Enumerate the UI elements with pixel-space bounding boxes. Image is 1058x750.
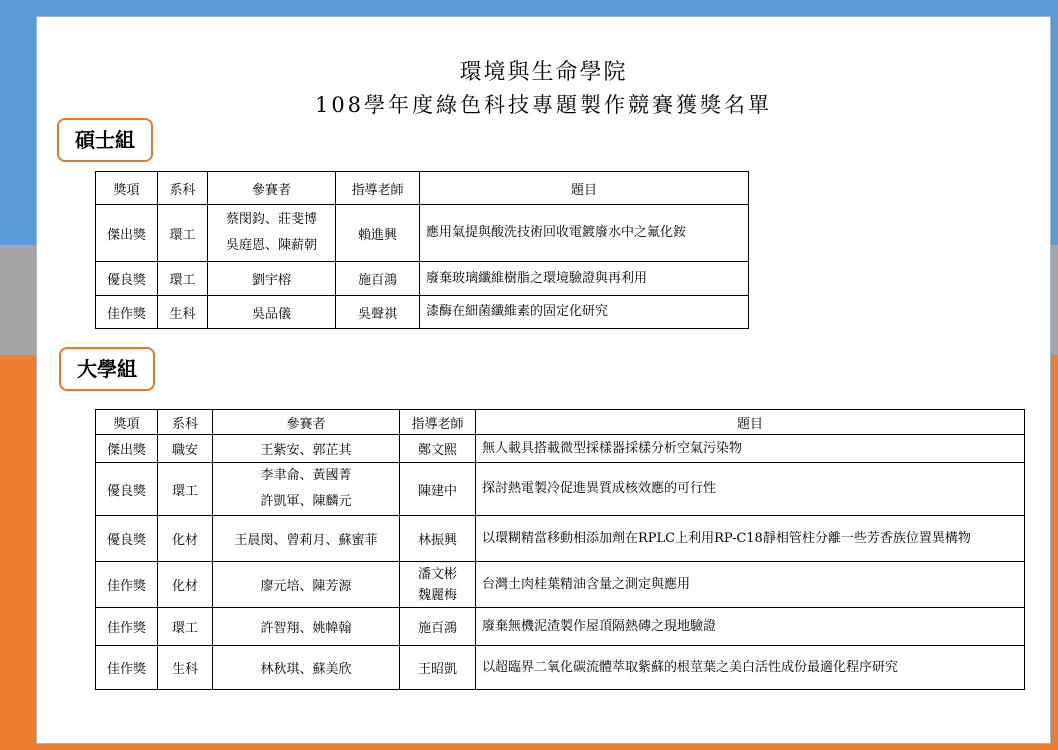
header-dept: 系科	[158, 172, 208, 205]
participants-cell: 劉宇榕	[208, 262, 336, 296]
table-row	[96, 646, 1025, 690]
competition-title: 108學年度綠色科技專題製作競賽獲獎名單	[314, 93, 773, 117]
university-awards-table	[95, 409, 1025, 690]
topic-cell: 探討熱電製冷促進異質成核效應的可行性	[476, 463, 1025, 516]
advisor-cell	[400, 562, 476, 608]
table-row	[96, 296, 749, 329]
topic-cell: 以環糊精當移動相添加劑在RPLC上利用RP-C18靜相管柱分離一些芳香族位置異構物	[476, 516, 1025, 562]
master-awards-table	[95, 171, 749, 329]
dept-cell: 化材	[158, 562, 213, 608]
master-group-label: 碩士組	[57, 118, 153, 162]
award-cell: 優良獎	[96, 262, 158, 296]
advisor-cell: 施百鴻	[400, 608, 476, 646]
participant-line: 李聿侖、黃國菁	[260, 468, 352, 483]
advisor-cell: 王昭凱	[400, 646, 476, 690]
header-award: 獎項	[96, 172, 158, 205]
table-header-row	[96, 410, 1025, 435]
dept-cell: 環工	[158, 262, 208, 296]
award-cell: 傑出獎	[96, 435, 158, 463]
advisor-cell: 林振興	[400, 516, 476, 562]
dept-cell: 生科	[158, 646, 213, 690]
topic-cell: 以超臨界二氧化碳流體萃取紫蘇的根莖葉之美白活性成份最適化程序研究	[476, 646, 1025, 690]
dept-cell: 環工	[158, 608, 213, 646]
participants-cell: 王晨閔、曾莉月、蘇蜜菲	[213, 516, 400, 562]
award-cell: 佳作獎	[96, 296, 158, 329]
dept-cell: 職安	[158, 435, 213, 463]
header-advisor: 指導老師	[336, 172, 420, 205]
award-cell: 佳作獎	[96, 562, 158, 608]
header-participants: 參賽者	[213, 410, 400, 435]
college-title: 環境與生命學院	[459, 60, 628, 85]
award-cell: 佳作獎	[96, 608, 158, 646]
table-row	[96, 562, 1025, 608]
header-topic: 題目	[420, 172, 749, 205]
table-header-row	[96, 172, 749, 205]
advisor-line: 魏麗梅	[417, 587, 457, 603]
advisor-cell: 鄭文熙	[400, 435, 476, 463]
topic-cell: 廢棄玻璃纖維樹脂之環境驗證與再利用	[420, 262, 749, 296]
header-award: 獎項	[96, 410, 158, 435]
table-row	[96, 463, 1025, 516]
topic-cell: 台灣土肉桂葉精油含量之測定與應用	[476, 562, 1025, 608]
participants-cell: 許智翔、姚幃翰	[213, 608, 400, 646]
dept-cell: 生科	[158, 296, 208, 329]
table-row	[96, 516, 1025, 562]
award-cell: 優良獎	[96, 463, 158, 516]
dept-cell: 環工	[158, 205, 208, 262]
dept-cell: 化材	[158, 516, 213, 562]
participant-line: 許凱軍、陳麟元	[260, 494, 352, 509]
participants-cell: 林秋琪、蘇美欣	[213, 646, 400, 690]
advisor-cell: 陳建中	[400, 463, 476, 516]
topic-cell: 漆酶在細菌纖維素的固定化研究	[420, 296, 749, 329]
advisor-cell: 吳聲祺	[336, 296, 420, 329]
header-advisor: 指導老師	[400, 410, 476, 435]
table-row	[96, 608, 1025, 646]
topic-cell: 無人載具搭載微型採樣器採樣分析空氣污染物	[476, 435, 1025, 463]
dept-cell: 環工	[158, 463, 213, 516]
topic-cell: 應用氣提與酸洗技術回收電鍍廢水中之氟化銨	[420, 205, 749, 262]
header-dept: 系科	[158, 410, 213, 435]
participants-cell: 廖元培、陳芳源	[213, 562, 400, 608]
advisor-cell: 賴進興	[336, 205, 420, 262]
topic-cell: 廢棄無機泥渣製作屋頂隔熱磚之現地驗證	[476, 608, 1025, 646]
document-page	[36, 16, 1051, 744]
university-group-label: 大學組	[59, 347, 155, 391]
participants-cell: 王紫安、郭芷其	[213, 435, 400, 463]
award-cell: 優良獎	[96, 516, 158, 562]
advisor-cell: 施百鴻	[336, 262, 420, 296]
table-row	[96, 435, 1025, 463]
header-topic: 題目	[476, 410, 1025, 435]
award-cell: 傑出獎	[96, 205, 158, 262]
participants-cell	[213, 463, 400, 516]
table-row	[96, 205, 749, 262]
header-participants: 參賽者	[208, 172, 336, 205]
participant-line: 蔡閔鈞、莊斐博	[225, 212, 317, 227]
table-row	[96, 262, 749, 296]
participant-line: 吳庭恩、陳薪朝	[225, 238, 317, 253]
participants-cell	[208, 205, 336, 262]
advisor-line: 潘文彬	[417, 566, 457, 582]
participants-cell: 吳品儀	[208, 296, 336, 329]
award-cell: 佳作獎	[96, 646, 158, 690]
